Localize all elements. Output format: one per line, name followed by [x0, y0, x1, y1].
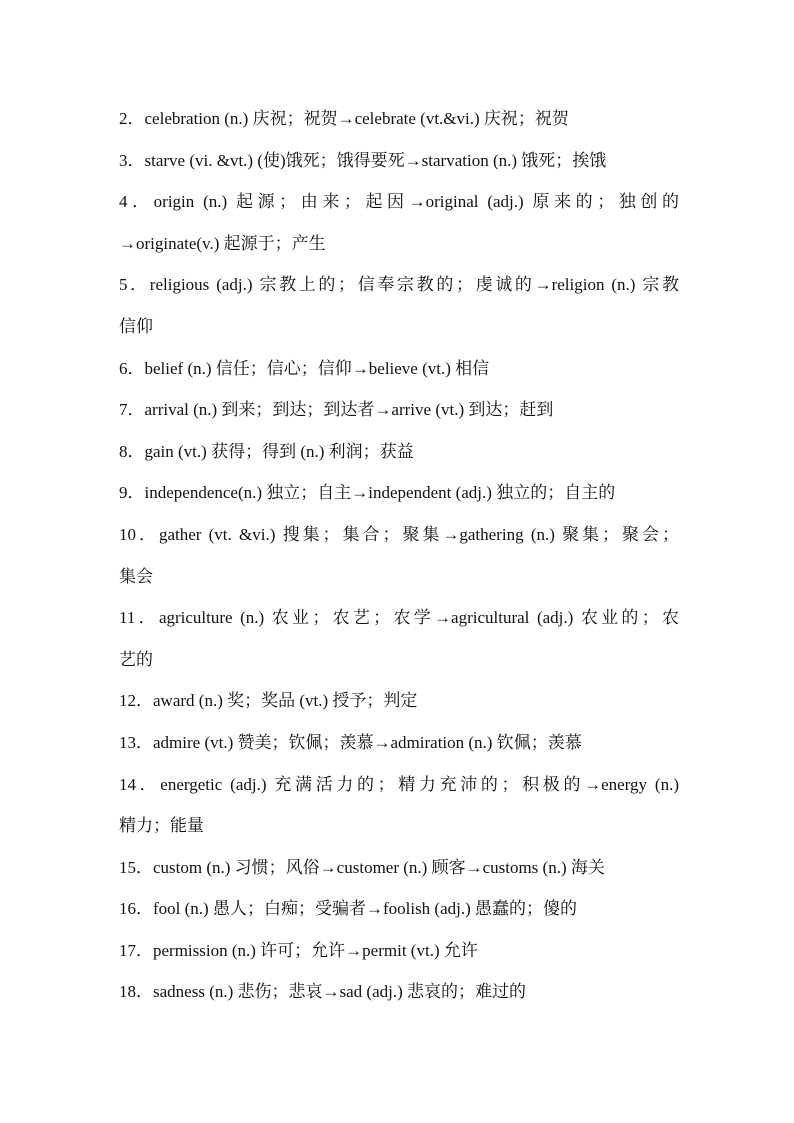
vocab-line: 5．religious (adj.) 宗教上的；信奉宗教的；虔诚的→religion (n.) 宗教 — [119, 275, 679, 295]
vocab-line: 16．fool (n.) 愚人；白痴；受骗者→foolish (adj.) 愚蠢的；傻的 — [119, 899, 578, 919]
vocab-line: 2．celebration (n.) 庆祝；祝贺→celebrate (vt.&vi.) 庆祝；祝贺 — [119, 109, 569, 128]
vocab-line: →originate(v.) 起源于；产生 — [119, 233, 326, 253]
vocab-line: 18．sadness (n.) 悲伤；悲哀→sad (adj.) 悲哀的；难过的 — [119, 982, 527, 1002]
vocab-line: 信仰 — [119, 316, 153, 336]
vocab-line: 11．agriculture (n.) 农业；农艺；农学→agricultural (adj.) 农业的；农 — [119, 608, 679, 628]
vocab-line: 6．belief (n.) 信任；信心；信仰→believe (vt.) 相信 — [119, 358, 490, 378]
vocab-line: 17．permission (n.) 许可；允许→permit (vt.) 允许 — [119, 940, 478, 960]
vocab-line: 9．independence(n.) 独立；自主→independent (adj.) 独立的；自主的 — [119, 483, 616, 503]
vocab-line: 14．energetic (adj.) 充满活力的；精力充沛的；积极的→energy (n.) — [119, 774, 679, 794]
vocabulary-list — [119, 98, 679, 1013]
vocab-line: 集会 — [119, 566, 153, 586]
vocab-line: 3．starve (vi. &vt.) (使)饿死；饿得要死→starvation (n.) 饿死；挨饿 — [119, 150, 607, 170]
vocab-line: 10．gather (vt. &vi.) 搜集；集合；聚集→gathering (n.) 聚集；聚会； — [119, 524, 679, 544]
vocab-line: 7．arrival (n.) 到来；到达；到达者→arrive (vt.) 到达；赶到 — [119, 400, 554, 420]
vocab-line: 8．gain (vt.) 获得；得到 (n.) 利润；获益 — [119, 441, 414, 461]
vocab-line: 15．custom (n.) 习惯；风俗→customer (n.) 顾客→customs (n.) 海关 — [119, 857, 605, 877]
vocab-line: 12．award (n.) 奖；奖品 (vt.) 授予；判定 — [119, 691, 418, 711]
vocab-line: 艺的 — [119, 649, 153, 669]
vocab-line: 4．origin (n.) 起源；由来；起因→original (adj.) 原来的；独创的 — [119, 192, 679, 212]
vocab-line: 13．admire (vt.) 赞美；钦佩；羡慕→admiration (n.) 钦佩；羡慕 — [119, 732, 582, 752]
vocab-line: 精力；能量 — [119, 816, 204, 836]
